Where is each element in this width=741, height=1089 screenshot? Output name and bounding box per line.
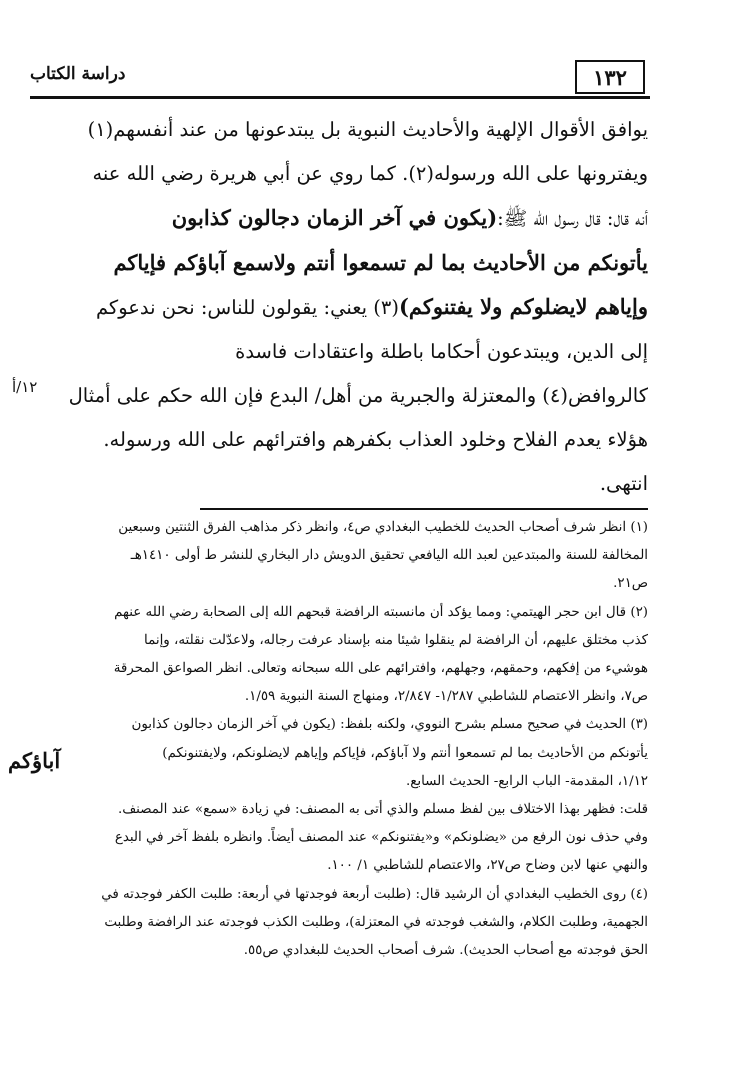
- footnote-separator: [200, 508, 648, 510]
- footnote-line: ١/١٢، المقدمة- الباب الرابع- الحديث السابع.: [405, 773, 648, 789]
- footnote-line: هوشيء من إفكهم، وحمقهم، وجهلهم، وافترائهم على الله سبحانه وتعالى. انظر الصواعق المحرقة: [113, 661, 648, 677]
- footnote-line: الحق فوجدته مع أصحاب الحديث). شرف أصحاب الحديث للبغدادي ص٥٥.: [243, 943, 648, 959]
- body-line: هؤلاء يعدم الفلاح وخلود العذاب بكفرهم وافترائهم على الله ورسوله.: [103, 428, 648, 451]
- footnote-line: ص٢١.: [613, 576, 648, 592]
- footnote-line: (١) انظر شرف أصحاب الحديث للخطيب البغدادي ص٤، وانظر ذكر مذاهب الفرق الثنتين وسبعين: [118, 520, 648, 535]
- footnote-line: (٤) روى الخطيب البغدادي أن الرشيد قال: (طلبت أربعة فوجدتها في أربعة: طلبت الكفر فوجدته في: [101, 886, 648, 902]
- body-line: [52, 285, 648, 330]
- footnote-line: والنهي عنها لابن وضاح ص٢٧، والاعتصام للشاطبي ١/ ١٠٠.: [327, 858, 648, 874]
- header-rule: [30, 96, 650, 99]
- folio-marker: ١٢/أ: [12, 378, 38, 396]
- body-line-text: (٣) يعني: يقولون للناس: نحن ندعوكم: [95, 296, 399, 319]
- body-line: انتهى.: [599, 472, 648, 495]
- hadith-quote-line: يأتونكم من الأحاديث بما لم تسمعوا أنتم ولاسمع آباؤكم فإياكم: [113, 250, 648, 275]
- page-header: [30, 52, 648, 98]
- footnote-line: كذب مختلق عليهم، أن الرافضة لم ينقلوا شيئا منه بإسناد عرفت رجاله، ولاعدّلت نقلته، وإنما: [144, 632, 648, 648]
- footnote-line: ص٧، وانظر الاعتصام للشاطبي ١/٢٨٧- ٢/٨٤٧، ومنهاج السنة النبوية ١/٥٩.: [244, 689, 648, 705]
- footnotes: [50, 514, 648, 965]
- running-title: دراسة الكتاب: [30, 64, 126, 84]
- body-line: يوافق الأقوال الإلهية والأحاديث النبوية بل يبتدعونها من عند أنفسهم(١): [87, 118, 648, 141]
- footnote-line: المخالفة للسنة والمبتدعين لعبد الله اليافعي تحقيق الدويش دار البخاري للنشر ط أولى ١٤١٠هـ: [130, 548, 648, 564]
- footnote-line: الجهمية، وطلبت الكلام، والشغب فوجدته في المعتزلة)، وطلبت الكذب فوجدته عند الرافضة وطلبت: [104, 914, 648, 930]
- body-line: إلى الدين، ويبتدعون أحكاما باطلة واعتقادات فاسدة: [235, 340, 648, 363]
- hadith-quote-start: (يكون في آخر الزمان دجالون كذابون: [171, 205, 498, 230]
- footnote-line: يأتونكم من الأحاديث بما لم تسمعوا أنتم ولا آباؤكم، فإياكم وإياهم لايضلونكم، ولايفتنونكم): [162, 745, 648, 761]
- body-line-text: أنه قال: قال رسول الله ﷺ:: [497, 207, 648, 230]
- body-line: كالروافض(٤) والمعتزلة والجبرية من أهل/ البدع فإن الله حكم على أمثال: [68, 384, 648, 407]
- footnote-line: (٢) قال ابن حجر الهيتمي: ومما يؤكد أن مانسبته الرافضة قبحهم الله إلى الصحابة رضي الله عنهم: [114, 604, 648, 620]
- footnote-line: وفي حذف نون الرفع من «يضلونكم» و«يفتنونكم» عند المصنف أيضاً. وانظره بلفظ آخر في البدع: [114, 830, 648, 846]
- hadith-quote-end: وإياهم لايضلوكم ولا يفتنوكم): [398, 294, 648, 319]
- footnote-line: قلت: فظهر بهذا الاختلاف بين لفظ مسلم والذي أتى به المصنف: في زيادة «سمع» عند المصنف.: [118, 802, 648, 818]
- main-text: [52, 108, 648, 506]
- body-line: ويفترونها على الله ورسوله(٢). كما روي عن أبي هريرة رضي الله عنه: [92, 162, 648, 185]
- page-number: ١٣٢: [575, 60, 645, 94]
- handwritten-margin-note: آباؤكم: [8, 748, 61, 773]
- footnote-line: (٣) الحديث في صحيح مسلم بشرح النووي، ولكنه بلفظ: (يكون في آخر الزمان دجالون كذابون: [131, 717, 648, 733]
- body-line: [52, 196, 648, 241]
